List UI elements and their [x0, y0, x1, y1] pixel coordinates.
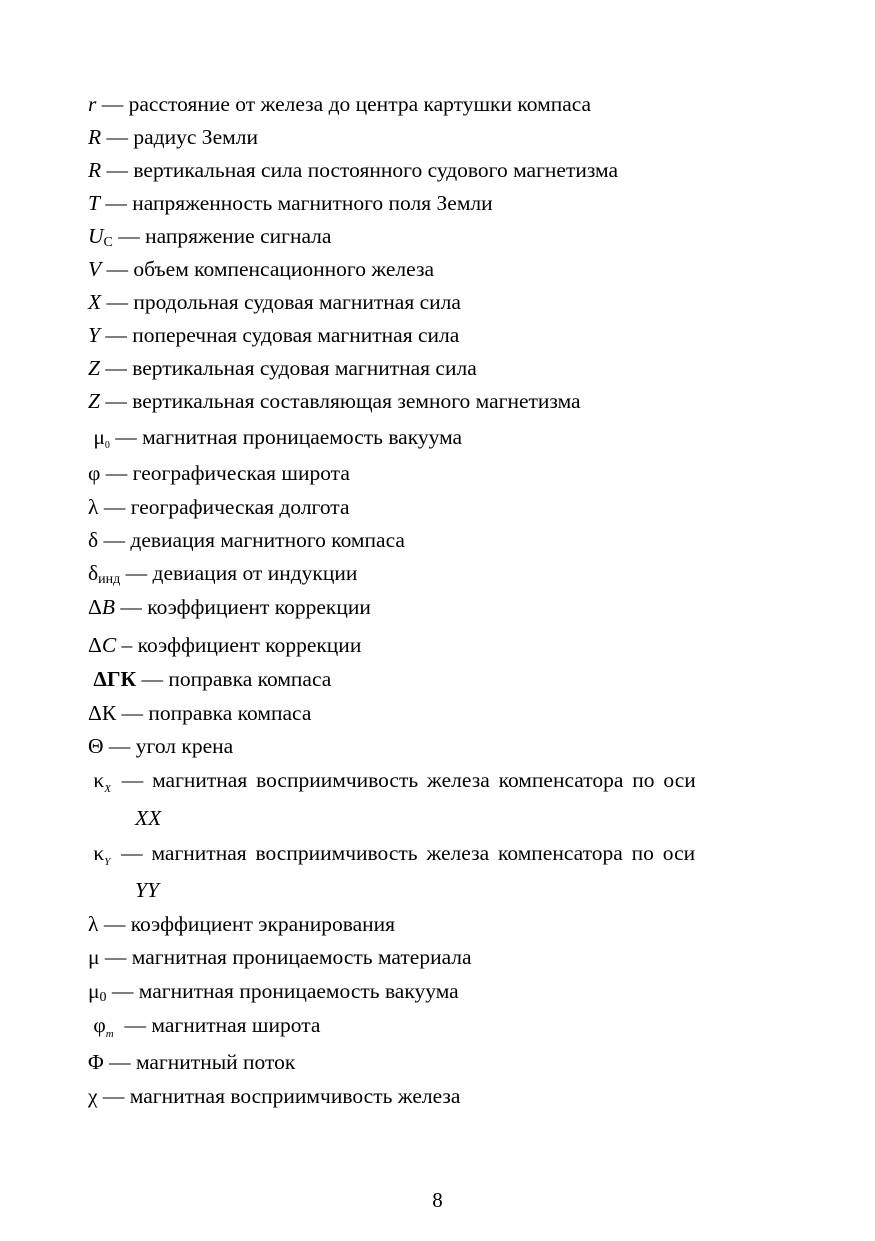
list-item	[88, 1049, 787, 1075]
symbol: δ	[88, 561, 99, 585]
definition: — вертикальная составляющая земного магнетизма	[105, 389, 581, 413]
symbol: T	[88, 191, 100, 215]
list-item	[88, 256, 787, 282]
list-item	[88, 560, 787, 593]
list-item	[88, 124, 787, 150]
list-item	[88, 388, 787, 414]
symbol-letter: B	[101, 595, 115, 619]
list-item	[88, 355, 787, 381]
list-item	[88, 289, 787, 315]
symbol: Z	[88, 389, 100, 413]
list-item	[88, 223, 787, 256]
symbol: R	[88, 125, 102, 149]
list-item	[88, 733, 787, 759]
definition: – коэффициент коррекции	[121, 633, 362, 657]
symbol: φ	[88, 461, 101, 485]
definition: — магнитная проницаемость вакуума	[115, 425, 463, 449]
list-item	[88, 840, 787, 875]
definition: — магнитная восприимчивость железа компенсатора по оси	[121, 841, 696, 865]
definition: — поправка компаса	[121, 701, 312, 725]
list-item	[88, 190, 787, 216]
definition: — магнитная проницаемость материала	[104, 945, 472, 969]
symbol: X	[88, 290, 102, 314]
symbol: δ	[88, 528, 99, 552]
definition: — продольная судовая магнитная сила	[106, 290, 461, 314]
symbol: Δ	[88, 595, 102, 619]
symbol: μ	[93, 425, 105, 449]
definition: — магнитный поток	[109, 1050, 296, 1074]
list-item	[88, 157, 787, 183]
symbol: Φ	[88, 1050, 104, 1074]
subscript: инд	[98, 572, 121, 587]
definition: — девиация от индукции	[125, 561, 358, 585]
definition: — коэффициент экранирования	[103, 912, 396, 936]
definition: — радиус Земли	[106, 125, 258, 149]
subscript: X	[104, 783, 111, 795]
list-item	[88, 594, 787, 620]
definition: — напряжение сигнала	[118, 224, 332, 248]
symbol: R	[88, 158, 102, 182]
symbol: μ	[88, 979, 100, 1003]
subscript: 0	[104, 440, 110, 451]
symbol: V	[88, 257, 102, 281]
definition: — географическая долгота	[103, 495, 350, 519]
symbol: r	[88, 92, 97, 116]
definition: — коэффициент коррекции	[120, 595, 371, 619]
list-item	[88, 767, 787, 802]
list-item	[88, 1083, 787, 1109]
list-item	[88, 1012, 787, 1047]
symbol: U	[88, 224, 104, 248]
definition: — поправка компаса	[141, 667, 332, 691]
subscript: С	[103, 235, 113, 250]
subscript: m	[105, 1028, 114, 1040]
definition: — расстояние от железа до центра картушки компаса	[101, 92, 592, 116]
definition: — магнитная широта	[124, 1013, 321, 1037]
definition: — магнитная восприимчивость железа	[102, 1084, 461, 1108]
symbol: κ	[93, 841, 105, 865]
definition: — магнитная восприимчивость железа компенсатора по оси	[121, 768, 696, 792]
list-item-continuation: XX	[135, 806, 162, 830]
list-item	[88, 700, 787, 726]
symbol-letter: C	[101, 633, 117, 657]
symbol: λ	[88, 495, 99, 519]
list-item	[88, 91, 787, 117]
list-item	[88, 911, 787, 937]
symbol: φ	[93, 1013, 106, 1037]
list-item-continuation: YY	[135, 878, 159, 902]
symbol: μ	[88, 945, 100, 969]
definition: — вертикальная сила постоянного судового магнетизма	[106, 158, 619, 182]
list-item	[88, 978, 787, 1011]
symbol: λ	[88, 912, 99, 936]
list-item	[88, 424, 787, 459]
list-item	[88, 527, 787, 553]
definition: — вертикальная судовая магнитная сила	[105, 356, 477, 380]
list-item	[88, 632, 787, 658]
list-item	[88, 944, 787, 970]
symbol: Y	[88, 323, 100, 347]
subscript: 0	[99, 990, 107, 1005]
definition: — объем компенсационного железа	[106, 257, 435, 281]
definition: — угол крена	[108, 734, 234, 758]
symbol: κ	[93, 768, 105, 792]
list-item	[88, 322, 787, 348]
symbol: Z	[88, 356, 100, 380]
definition: — девиация магнитного компаса	[103, 528, 405, 552]
definition: — поперечная судовая магнитная сила	[105, 323, 460, 347]
symbol: χ	[88, 1084, 98, 1108]
symbol: Δ	[88, 633, 102, 657]
symbol: ΔГК	[93, 667, 137, 691]
list-item	[88, 460, 787, 486]
symbol: Θ	[88, 734, 104, 758]
list-item	[88, 666, 787, 692]
definition: — магнитная проницаемость вакуума	[111, 979, 459, 1003]
subscript: Y	[104, 856, 111, 868]
list-item	[88, 494, 787, 520]
page-number: 8	[432, 1188, 443, 1212]
definition: — географическая широта	[105, 461, 350, 485]
symbol: ΔК	[88, 701, 117, 725]
definition: — напряженность магнитного поля Земли	[105, 191, 493, 215]
